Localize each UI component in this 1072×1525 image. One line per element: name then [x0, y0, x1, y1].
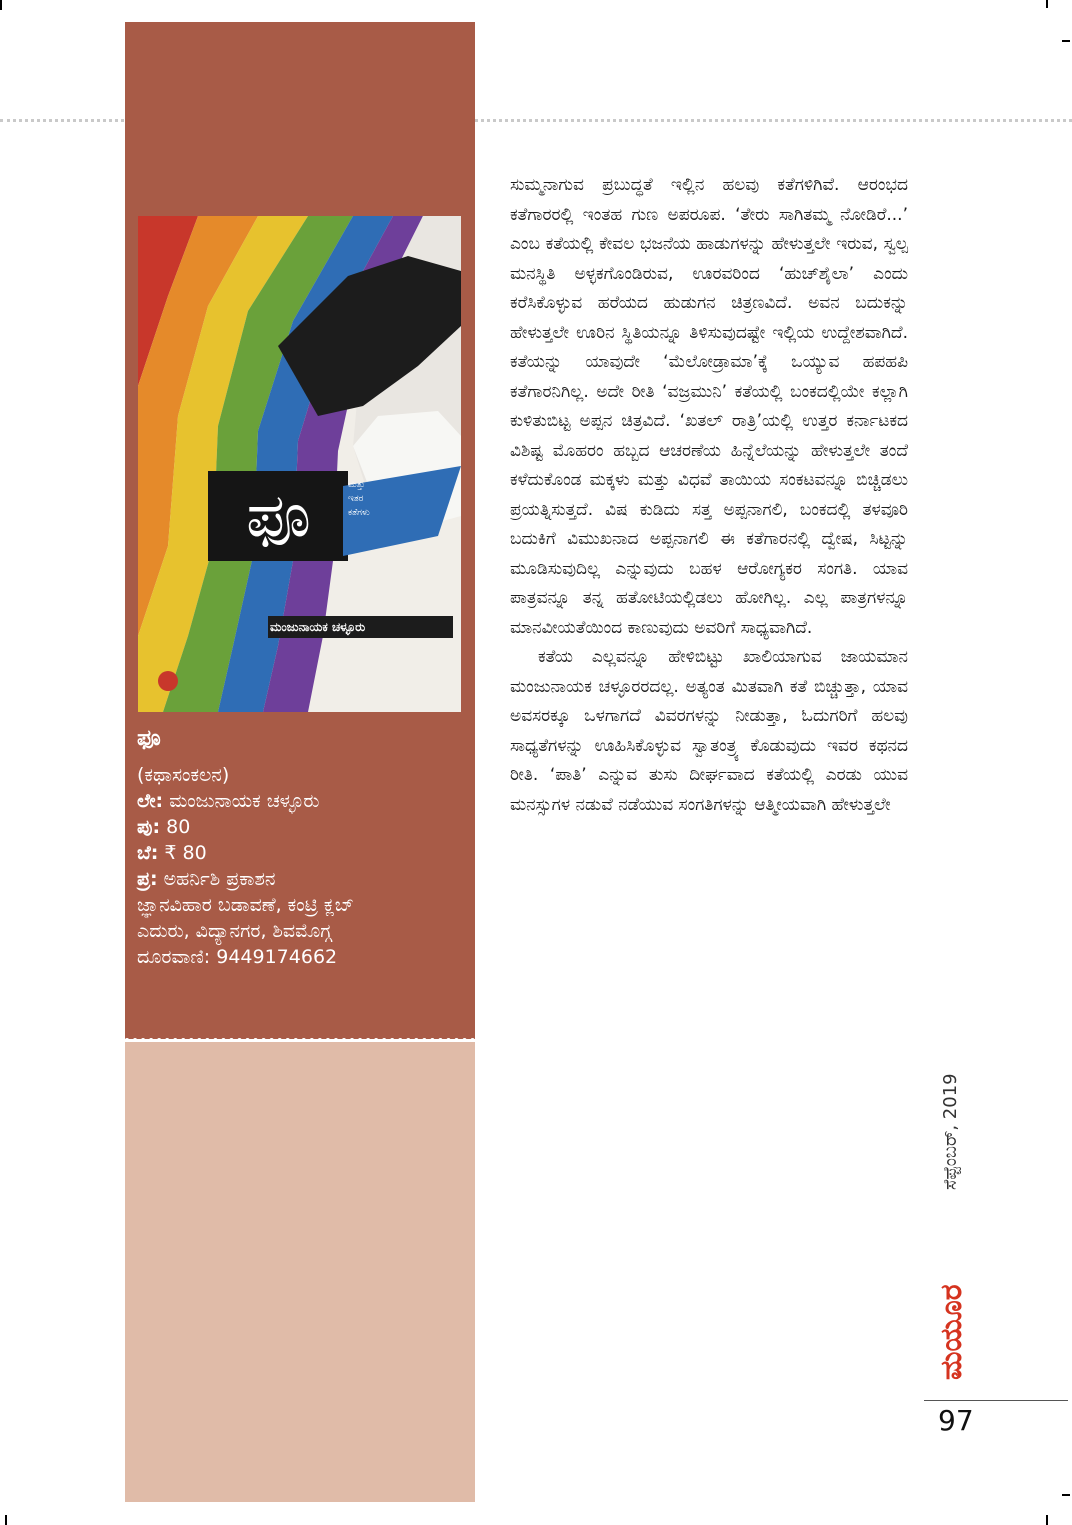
publisher-address-line: ಎದುರು, ವಿದ್ಯಾನಗರ, ಶಿವಮೊಗ್ಗ	[137, 920, 332, 942]
crop-mark-top-left	[0, 0, 2, 10]
page-number: 97	[938, 1404, 974, 1437]
cover-title: ಫೂ	[246, 481, 311, 551]
book-genre: (ಕಥಾಸಂಕಲನ)	[137, 764, 230, 786]
price-value: ₹ 80	[158, 842, 207, 864]
magazine-name: ಮಯೂರ	[934, 1284, 969, 1380]
cover-subtitle	[348, 478, 408, 520]
crop-mark-top-right	[1046, 0, 1048, 8]
cover-subtitle-line: ಕತೆಗಳು	[348, 508, 370, 518]
book-title: ಫೂ	[137, 726, 161, 751]
author-name: ಮಂಜುನಾಯಕ ಚಳ್ಳೂರು	[163, 790, 320, 812]
crop-mark-bottom-right	[1046, 1515, 1048, 1525]
price-label: ಬೆ:	[137, 842, 159, 864]
publisher-label: ಪ್ರ:	[137, 868, 158, 890]
crop-mark-bottom-left	[5, 1515, 7, 1525]
publisher-name: ಅಹರ್ನಿಶಿ ಪ್ರಕಾಶನ	[157, 868, 276, 890]
cover-author: ಮಂಜುನಾಯಕ ಚಳ್ಳೂರು	[270, 620, 366, 634]
author-label: ಲೇ:	[137, 790, 164, 812]
book-publisher-row	[137, 866, 472, 892]
pages-value: 80	[160, 816, 191, 838]
article-paragraph: ಸುಮ್ಮನಾಗುವ ಪ್ರಬುದ್ಧತೆ ಇಲ್ಲಿನ ಹಲವು ಕತೆಗಳಿಗಿವೆ. ಆರಂಭದ ಕತೆಗಾರರಲ್ಲಿ ಇಂತಹ ಗುಣ ಅಪರೂಪ. ‘ತೇರು ಸಾಗಿತಮ್ಮ ನೋಡಿರೆ...’ ಎಂಬ ಕತೆಯಲ್ಲಿ ಕೇವಲ ಭಜನೆಯ ಹಾಡುಗಳನ್ನು ಹೇಳುತ್ತಲೇ ಇರುವ, ಸ್ವಲ್ಪ ಮನಸ್ಥಿತಿ ಅಳ್ಳಕಗೊಂಡಿರುವ, ಊರವರಿಂದ ‘ಹುಚ್‌ಶೈಲಾ’ ಎಂದು ಕರೆಸಿಕೊಳ್ಳುವ ಹರೆಯದ ಹುಡುಗನ ಚಿತ್ರಣವಿದೆ. ಅವನ ಬದುಕನ್ನು ಹೇಳುತ್ತಲೇ ಊರಿನ ಸ್ಥಿತಿಯನ್ನೂ ತಿಳಿಸುವುದಷ್ಟೇ ಇಲ್ಲಿಯ ಉದ್ದೇಶವಾಗಿದೆ. ಕತೆಯನ್ನು ಯಾವುದೇ ‘ಮೆಲೋಡ್ರಾಮಾ’ಕ್ಕೆ ಒಯ್ಯುವ ಹಪಹಪಿ ಕತೆಗಾರನಿಗಿಲ್ಲ. ಅದೇ ರೀತಿ ‘ವಜ್ರಮುನಿ’ ಕತೆಯಲ್ಲಿ ಬಂಕದಲ್ಲಿಯೇ ಕಲ್ಲಾಗಿ ಕುಳಿತುಬಿಟ್ಟ ಅಪ್ಪನ ಚಿತ್ರವಿದೆ. ‘ಖತಲ್ ರಾತ್ರಿ’ಯಲ್ಲಿ ಉತ್ತರ ಕರ್ನಾಟಕದ ವಿಶಿಷ್ಟ ಮೊಹರಂ ಹಬ್ಬದ ಆಚರಣೆಯ ಹಿನ್ನೆಲೆಯನ್ನು ಹೇಳುತ್ತಲೇ ತಂದೆ ಕಳೆದುಕೊಂಡ ಮಕ್ಕಳು ಮತ್ತು ವಿಧವೆ ತಾಯಿಯ ಸಂಕಟವನ್ನೂ ಬಿಚ್ಚಿಡಲು ಪ್ರಯತ್ನಿಸುತ್ತದೆ. ವಿಷ ಕುಡಿದು ಸತ್ತ ಅಪ್ಪನಾಗಲಿ, ಬಂಕದಲ್ಲಿ ತಳವೂರಿ ಬದುಕಿಗೆ ವಿಮುಖನಾದ ಅಪ್ಪನಾಗಲಿ ಈ ಕತೆಗಾರನಲ್ಲಿ ದ್ವೇಷ, ಸಿಟ್ಟನ್ನು ಮೂಡಿಸುವುದಿಲ್ಲ ಎನ್ನುವುದು ಬಹಳ ಆರೋಗ್ಯಕರ ಸಂಗತಿ. ಯಾವ ಪಾತ್ರವನ್ನೂ ತನ್ನ ಹತೋಟಿಯಲ್ಲಿಡಲು ಹೋಗಿಲ್ಲ. ಎಲ್ಲ ಪಾತ್ರಗಳನ್ನೂ ಮಾನವೀಯತೆಯಿಂದ ಕಾಣುವುದು ಅವರಿಗೆ ಸಾಧ್ಯವಾಗಿದೆ.	[510, 175, 908, 638]
issue-date	[940, 1073, 970, 1230]
publisher-phone: ದೂರವಾಣಿ: 9449174662	[137, 946, 338, 968]
book-details	[137, 724, 472, 970]
book-price-row	[137, 840, 472, 866]
article-paragraph: ಕತೆಯ ಎಲ್ಲವನ್ನೂ ಹೇಳಿಬಿಟ್ಟು ಖಾಲಿಯಾಗುವ ಜಾಯಮಾನ ಮಂಜುನಾಯಕ ಚಳ್ಳೂರರದಲ್ಲ. ಅತ್ಯಂತ ಮಿತವಾಗಿ ಕತೆ ಬಿಚ್ಚುತ್ತಾ, ಯಾವ ಅವಸರಕ್ಕೂ ಒಳಗಾಗದೆ ವಿವರಗಳನ್ನು ನೀಡುತ್ತಾ, ಓದುಗರಿಗೆ ಹಲವು ಸಾಧ್ಯತೆಗಳನ್ನು ಊಹಿಸಿಕೊಳ್ಳುವ ಸ್ವಾತಂತ್ರ್ಯ ಕೊಡುವುದು ಇವರ ಕಥನದ ರೀತಿ. ‘ಪಾತಿ’ ಎನ್ನುವ ತುಸು ದೀರ್ಘವಾದ ಕತೆಯಲ್ಲಿ ಎರಡು ಯುವ ಮನಸ್ಸುಗಳ ನಡುವೆ ನಡೆಯುವ ಸಂಗತಿಗಳನ್ನು ಆತ್ಮೀಯವಾಗಿ ಹೇಳುತ್ತಲೇ	[510, 647, 908, 815]
book-pages-row	[137, 814, 472, 840]
cover-subtitle-line: ಇತರ	[348, 494, 364, 504]
sidebar-lower-panel	[125, 1042, 475, 1502]
folio-rule	[924, 1400, 1068, 1401]
crop-mark-right-lower	[1062, 1494, 1070, 1496]
book-cover-art	[138, 216, 461, 712]
issue-date-text: ಸೆಪ್ಟೆಂಬರ್, 2019	[940, 1073, 961, 1190]
crop-mark-right-upper	[1062, 40, 1070, 42]
cover-subtitle-line: ಮತ್ತು	[348, 480, 365, 490]
publisher-address-line: ಜ್ಞಾನವಿಹಾರ ಬಡಾವಣೆ, ಕಂಟ್ರಿ ಕ್ಲಬ್	[137, 894, 354, 916]
pages-label: ಪು:	[137, 816, 161, 838]
article-body	[510, 171, 908, 820]
book-author-row	[137, 788, 472, 814]
book-cover-image	[138, 216, 461, 712]
